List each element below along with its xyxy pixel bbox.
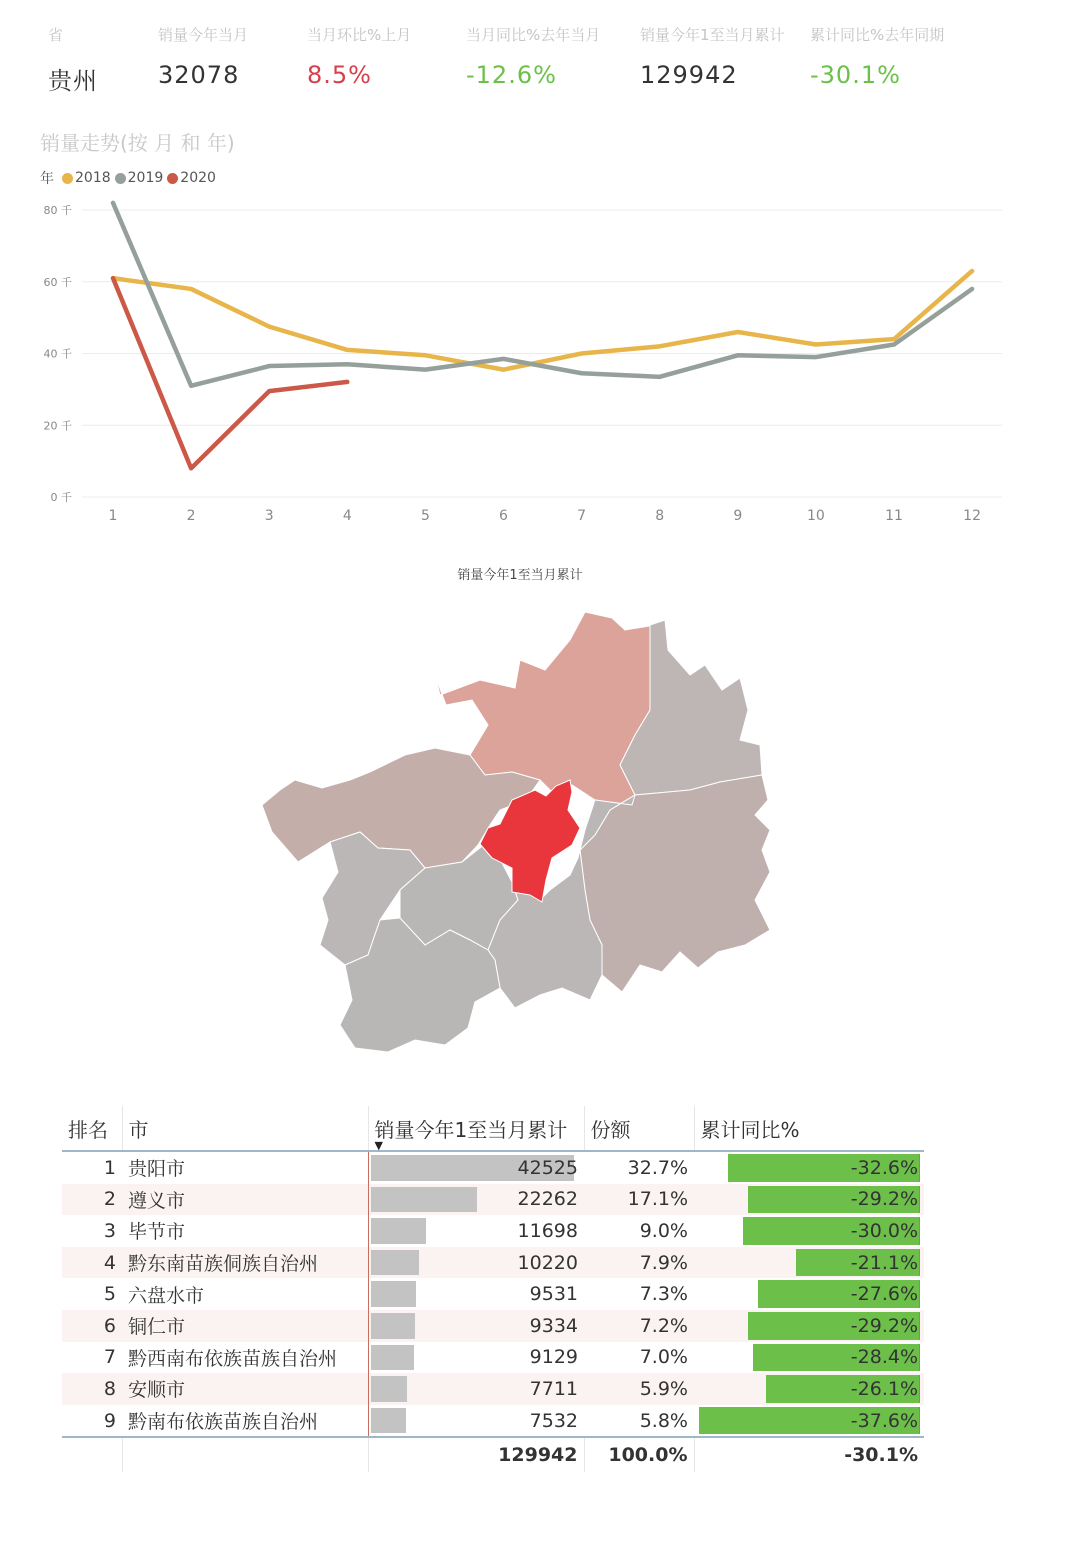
sales-value: 7532 <box>529 1409 578 1432</box>
rank-cell: 8 <box>103 1377 116 1400</box>
kpi-mom-label: 当月环比%上月 <box>307 26 412 44</box>
sales-value: 9531 <box>529 1283 578 1306</box>
rank-cell: 5 <box>103 1283 116 1306</box>
sales-value: 9334 <box>529 1314 578 1337</box>
table-row[interactable] <box>62 1215 924 1247</box>
x-tick-label: 2 <box>186 508 196 524</box>
total-rank-cell <box>62 1437 122 1472</box>
city-cell: 贵阳市 <box>128 1158 186 1181</box>
legend-dot-2018 <box>62 173 73 184</box>
total-yoy: -30.1% <box>694 1437 924 1472</box>
col-header-rank[interactable]: 排名 <box>68 1117 108 1142</box>
x-tick-label: 11 <box>885 508 903 524</box>
x-tick-label: 9 <box>733 508 743 524</box>
yoy-value: -27.6% <box>850 1283 918 1306</box>
legend-item-2020[interactable] <box>167 170 216 186</box>
yoy-cell <box>694 1247 924 1279</box>
legend-title: 年 <box>40 171 54 187</box>
city-table <box>62 1106 924 1472</box>
y-tick-label: 60 千 <box>43 275 72 289</box>
table-total-row <box>62 1437 924 1472</box>
sales-cell <box>368 1405 584 1438</box>
yoy-cell <box>694 1278 924 1310</box>
legend-dot-2019 <box>115 173 126 184</box>
kpi-province-value: 贵州 <box>48 67 98 95</box>
sales-value: 10220 <box>517 1251 578 1274</box>
total-share: 100.0% <box>584 1437 694 1472</box>
y-tick-label: 0 千 <box>50 491 72 504</box>
legend-label-2020: 2020 <box>180 170 216 186</box>
x-tick-label: 8 <box>655 508 665 524</box>
kpi-header <box>0 0 1080 110</box>
legend-item-2018[interactable] <box>62 170 111 186</box>
yoy-cell <box>694 1184 924 1216</box>
kpi-ytd-yoy <box>810 24 944 89</box>
rank-cell: 7 <box>103 1346 116 1369</box>
sales-cell <box>368 1373 584 1405</box>
rank-cell: 3 <box>103 1219 116 1242</box>
sales-value: 9129 <box>529 1346 578 1369</box>
kpi-sales-month <box>158 24 248 89</box>
yoy-cell <box>694 1215 924 1247</box>
kpi-yoy-value: -12.6% <box>466 61 557 89</box>
legend-label-2019: 2019 <box>127 170 164 186</box>
yoy-cell <box>694 1373 924 1405</box>
col-header-yoy[interactable]: 累计同比% <box>694 1106 924 1151</box>
map-title: 销量今年1至当月累计 <box>457 568 583 583</box>
table-row[interactable] <box>62 1373 924 1405</box>
sales-cell <box>368 1151 584 1184</box>
total-city-cell <box>122 1437 368 1472</box>
table-row[interactable] <box>62 1405 924 1438</box>
col-header-sales-label: 销量今年1至当月累计 <box>374 1117 568 1142</box>
yoy-value: -32.6% <box>850 1156 918 1179</box>
x-tick-label: 3 <box>264 508 274 524</box>
kpi-ytd-yoy-value: -30.1% <box>810 61 901 89</box>
yoy-value: -37.6% <box>850 1409 918 1432</box>
yoy-value: -29.2% <box>850 1188 918 1211</box>
sales-cell <box>368 1247 584 1279</box>
kpi-sales-month-label: 销量今年当月 <box>158 26 249 44</box>
yoy-value: -26.1% <box>850 1377 918 1400</box>
col-header-city[interactable]: 市 <box>122 1106 368 1151</box>
table-row[interactable] <box>62 1278 924 1310</box>
kpi-ytd-value: 129942 <box>640 61 738 89</box>
legend-dot-2020 <box>167 173 178 184</box>
share-cell: 17.1% <box>627 1188 688 1211</box>
yoy-cell <box>694 1310 924 1342</box>
sales-value: 7711 <box>529 1377 578 1400</box>
table-row[interactable] <box>62 1342 924 1374</box>
share-cell: 32.7% <box>627 1156 688 1179</box>
rank-cell: 9 <box>103 1409 116 1432</box>
x-tick-label: 5 <box>420 508 430 524</box>
x-tick-label: 4 <box>342 508 352 524</box>
share-cell: 5.9% <box>639 1377 688 1400</box>
table-row[interactable] <box>62 1247 924 1279</box>
y-tick-label: 80 千 <box>43 204 72 217</box>
share-cell: 5.8% <box>639 1409 688 1432</box>
line-chart-title: 销量走势(按 月 和 年) <box>40 131 235 155</box>
city-cell: 黔南布依族苗族自治州 <box>128 1411 319 1434</box>
line-chart-legend <box>40 168 220 188</box>
sales-value: 42525 <box>517 1156 578 1179</box>
legend-label-2018: 2018 <box>75 170 111 186</box>
rank-cell: 1 <box>103 1156 116 1179</box>
kpi-yoy-label: 当月同比%去年当月 <box>466 26 601 44</box>
rank-cell: 6 <box>103 1314 116 1337</box>
share-cell: 7.3% <box>639 1283 688 1306</box>
city-cell: 遵义市 <box>128 1189 186 1212</box>
kpi-province-label: 省 <box>48 26 64 44</box>
yoy-value: -30.0% <box>850 1219 918 1242</box>
kpi-mom-value: 8.5% <box>307 61 372 89</box>
rank-cell: 4 <box>103 1251 116 1274</box>
yoy-value: -28.4% <box>850 1346 918 1369</box>
yoy-value: -29.2% <box>850 1314 918 1337</box>
yoy-value: -21.1% <box>850 1251 918 1274</box>
kpi-province <box>48 24 98 96</box>
series-line-2019 <box>113 203 972 386</box>
total-sales: 129942 <box>368 1437 584 1472</box>
sales-cell <box>368 1278 584 1310</box>
table-body <box>62 1151 924 1437</box>
city-cell: 毕节市 <box>128 1221 186 1244</box>
yoy-cell <box>694 1405 924 1438</box>
y-tick-label: 40 千 <box>43 347 72 361</box>
city-cell: 黔东南苗族侗族自治州 <box>128 1253 319 1276</box>
kpi-mom <box>307 24 411 89</box>
line-chart <box>0 195 1040 535</box>
table-row[interactable] <box>62 1184 924 1216</box>
yoy-cell <box>694 1151 924 1184</box>
table-row[interactable] <box>62 1310 924 1342</box>
legend-item-2019[interactable] <box>115 170 164 186</box>
col-header-sales[interactable] <box>368 1106 584 1151</box>
sales-cell <box>368 1342 584 1374</box>
share-cell: 7.9% <box>639 1251 688 1274</box>
kpi-yoy <box>466 24 600 89</box>
sales-value: 22262 <box>517 1188 578 1211</box>
x-tick-label: 6 <box>499 508 508 524</box>
city-cell: 六盘水市 <box>128 1284 205 1307</box>
x-tick-label: 7 <box>577 508 587 524</box>
share-cell: 7.0% <box>639 1346 688 1369</box>
sales-cell <box>368 1310 584 1342</box>
yoy-cell <box>694 1342 924 1374</box>
share-cell: 7.2% <box>639 1314 688 1337</box>
sales-cell <box>368 1184 584 1216</box>
sales-value: 11698 <box>517 1219 578 1242</box>
y-tick-label: 20 千 <box>43 419 72 433</box>
kpi-ytd-yoy-label: 累计同比%去年同期 <box>810 26 945 44</box>
kpi-ytd <box>640 24 785 89</box>
city-cell: 黔西南布依族苗族自治州 <box>128 1347 338 1370</box>
kpi-sales-month-value: 32078 <box>158 61 240 89</box>
x-tick-label: 1 <box>108 508 118 524</box>
guizhou-map <box>250 600 790 1060</box>
kpi-ytd-label: 销量今年1至当月累计 <box>640 26 785 44</box>
table-row[interactable] <box>62 1151 924 1184</box>
rank-cell: 2 <box>103 1188 116 1211</box>
col-header-share[interactable]: 份额 <box>584 1106 694 1151</box>
share-cell: 9.0% <box>639 1219 688 1242</box>
x-tick-label: 10 <box>806 508 825 524</box>
sort-desc-icon: ▼ <box>374 1139 383 1152</box>
x-tick-label: 12 <box>963 508 982 524</box>
city-cell: 安顺市 <box>128 1379 186 1402</box>
sales-cell <box>368 1215 584 1247</box>
city-cell: 铜仁市 <box>128 1316 186 1339</box>
